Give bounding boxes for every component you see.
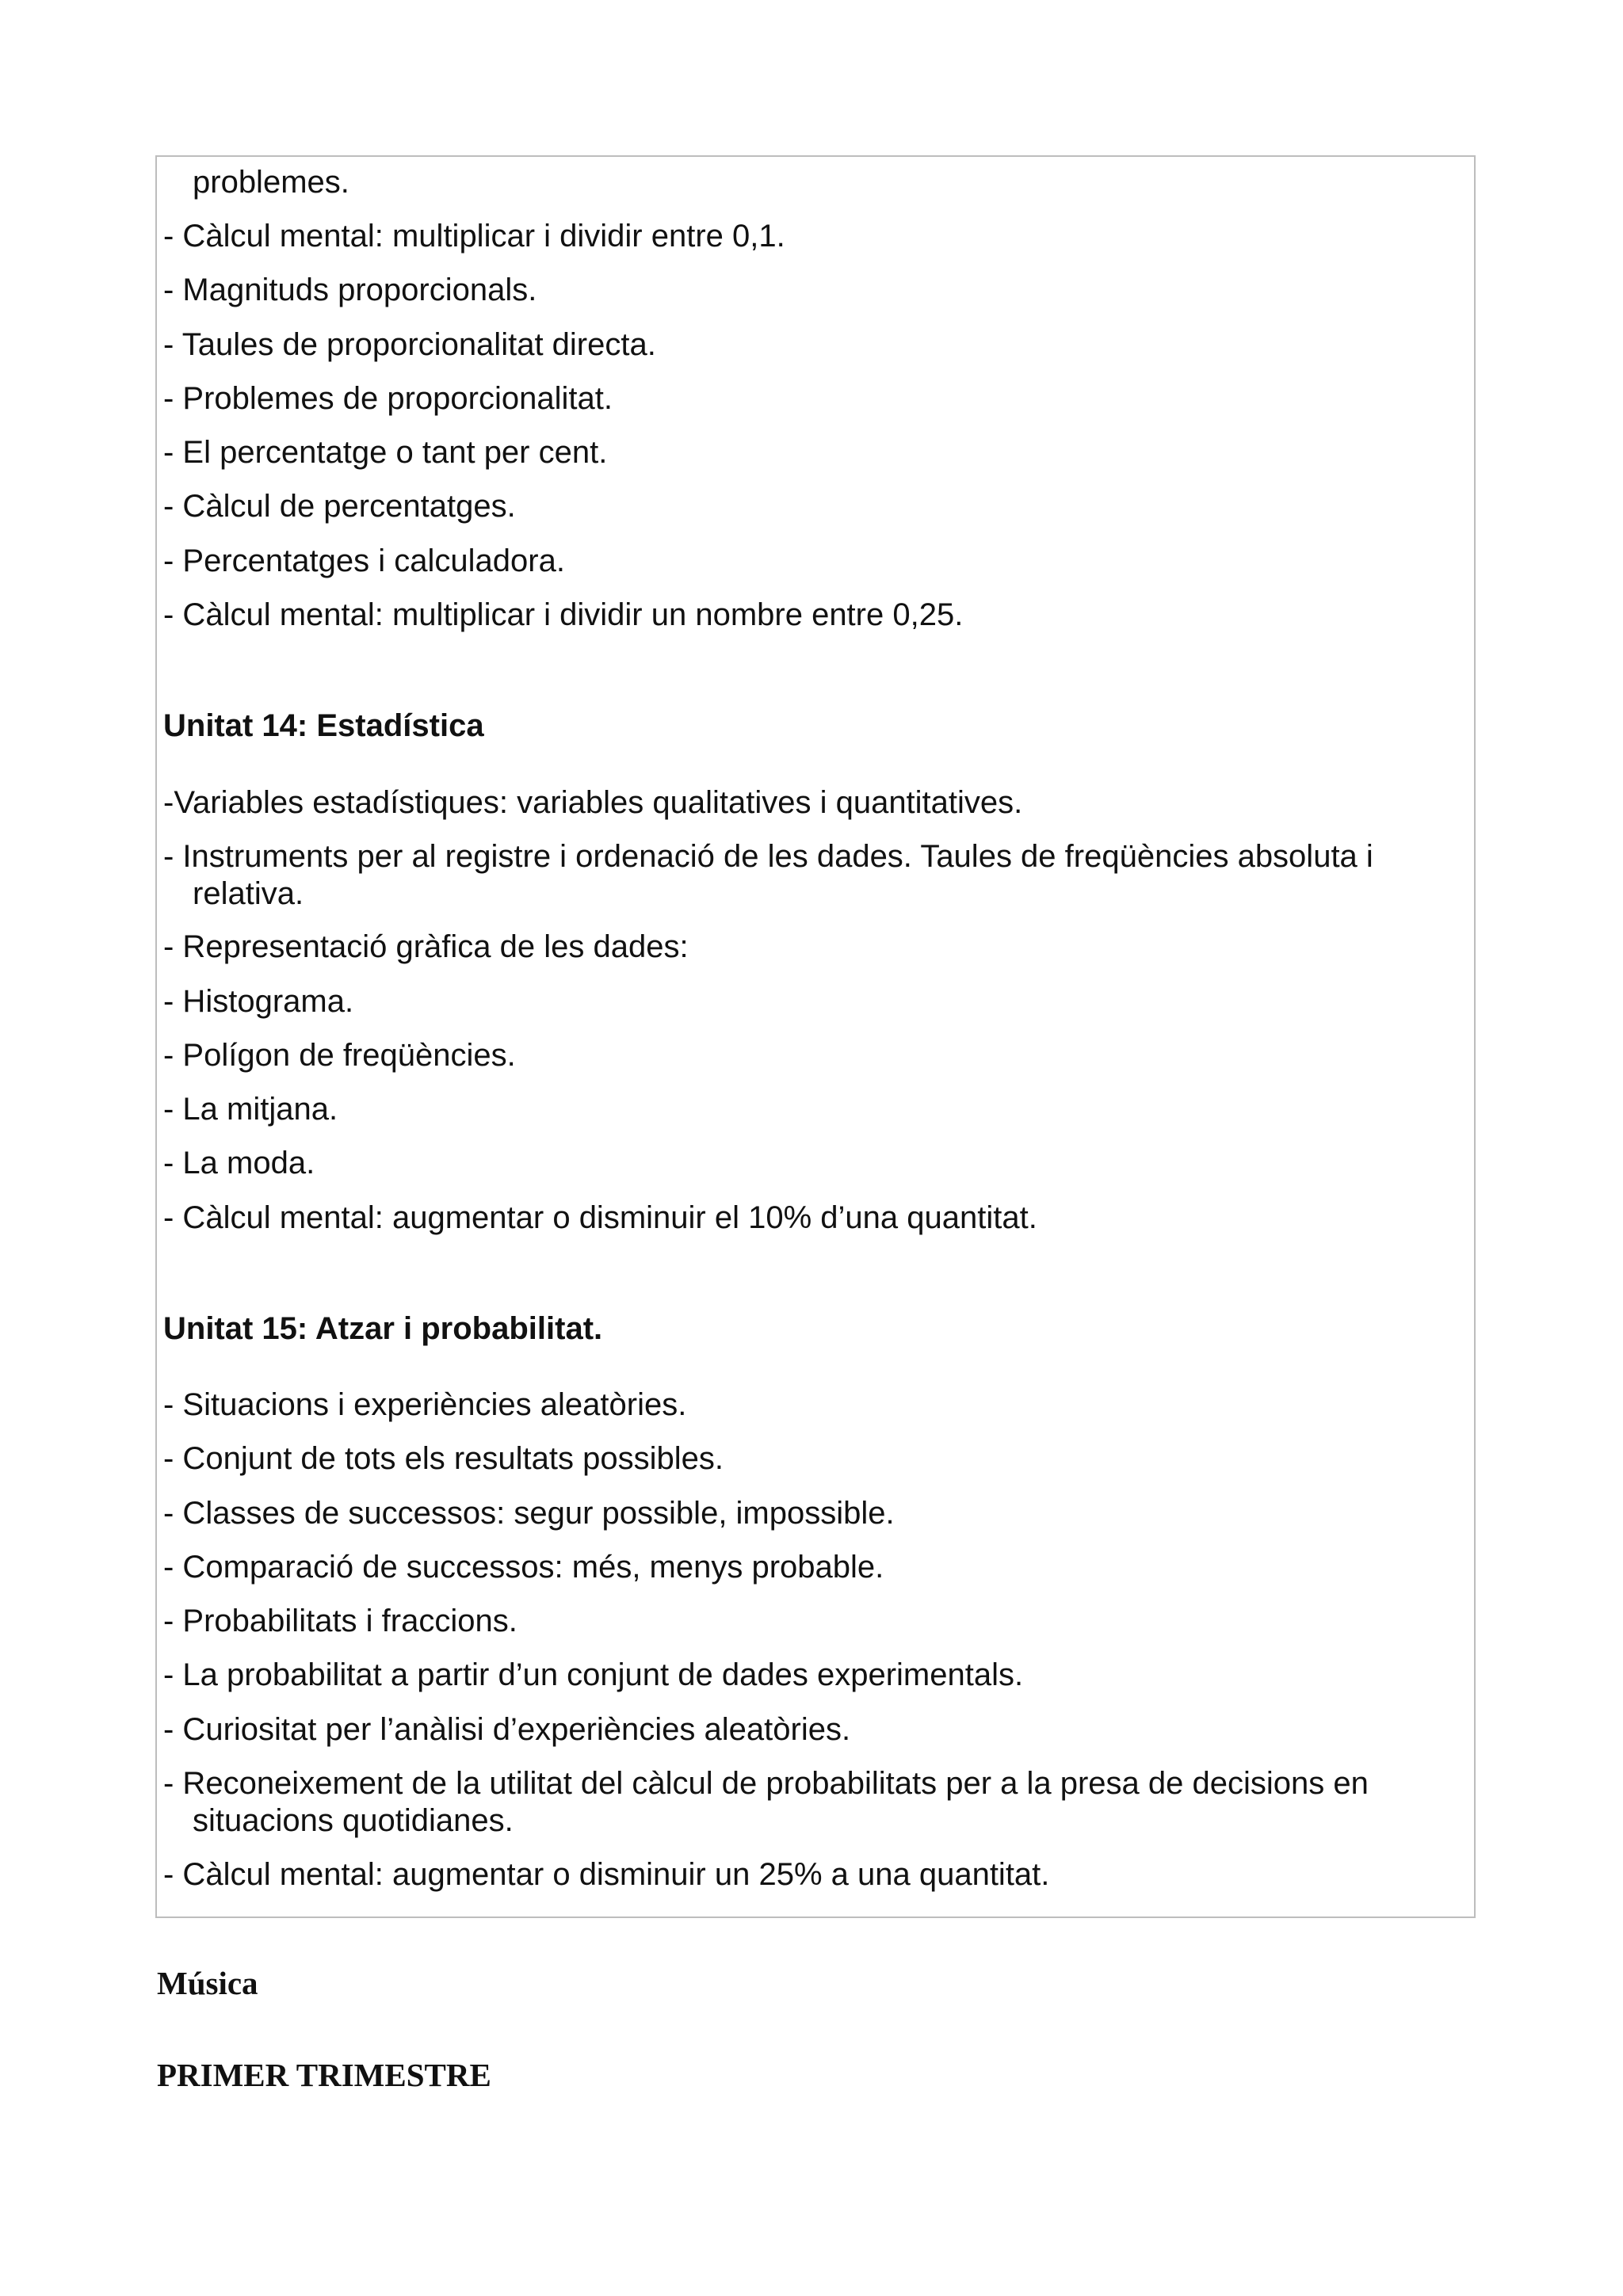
list-item: - Problemes de proporcionalitat.: [163, 381, 613, 416]
list-item-continuation: relativa.: [193, 876, 304, 911]
list-item: - Situacions i experiències aleatòries.: [163, 1387, 687, 1422]
list-item: - Conjunt de tots els resultats possibles.: [163, 1441, 724, 1476]
list-item: - Classes de successos: segur possible, impossible.: [163, 1496, 895, 1531]
list-item: problemes.: [193, 165, 349, 200]
list-item-continuation: situacions quotidianes.: [193, 1803, 514, 1838]
unit-14-heading: Unitat 14: Estadística: [163, 708, 484, 743]
list-item: - Càlcul mental: augmentar o disminuir un 25% a una quantitat.: [163, 1857, 1050, 1892]
list-item: - Magnituds proporcionals.: [163, 273, 537, 307]
list-item: - Càlcul mental: multiplicar i dividir un nombre entre 0,25.: [163, 597, 964, 632]
section-title: Música: [157, 1965, 258, 2001]
list-item: - La mitjana.: [163, 1092, 338, 1127]
list-item: - La moda.: [163, 1146, 315, 1180]
list-item: -Variables estadístiques: variables qualitatives i quantitatives.: [163, 785, 1023, 820]
section-subtitle: PRIMER TRIMESTRE: [157, 2057, 491, 2093]
unit-15-heading: Unitat 15: Atzar i probabilitat.: [163, 1311, 603, 1346]
list-item: - Representació gràfica de les dades:: [163, 929, 689, 964]
list-item: - Histograma.: [163, 984, 354, 1019]
list-item: - El percentatge o tant per cent.: [163, 435, 608, 470]
list-item: - Curiositat per l’anàlisi d’experiències aleatòries.: [163, 1712, 851, 1747]
list-item: - Càlcul mental: augmentar o disminuir el 10% d’una quantitat.: [163, 1200, 1037, 1235]
list-item: - Taules de proporcionalitat directa.: [163, 327, 656, 362]
list-item: - Polígon de freqüències.: [163, 1038, 516, 1073]
list-item: - Instruments per al registre i ordenació de les dades. Taules de freqüències absoluta i: [163, 839, 1373, 874]
list-item: - Càlcul mental: multiplicar i dividir entre 0,1.: [163, 219, 785, 254]
list-item: - La probabilitat a partir d’un conjunt de dades experimentals.: [163, 1657, 1024, 1692]
list-item: - Probabilitats i fraccions.: [163, 1604, 517, 1638]
list-item: - Reconeixement de la utilitat del càlcul de probabilitats per a la presa de decisions en: [163, 1766, 1369, 1801]
list-item: - Càlcul de percentatges.: [163, 489, 516, 524]
list-item: - Percentatges i calculadora.: [163, 543, 565, 578]
list-item: - Comparació de successos: més, menys probable.: [163, 1550, 884, 1585]
